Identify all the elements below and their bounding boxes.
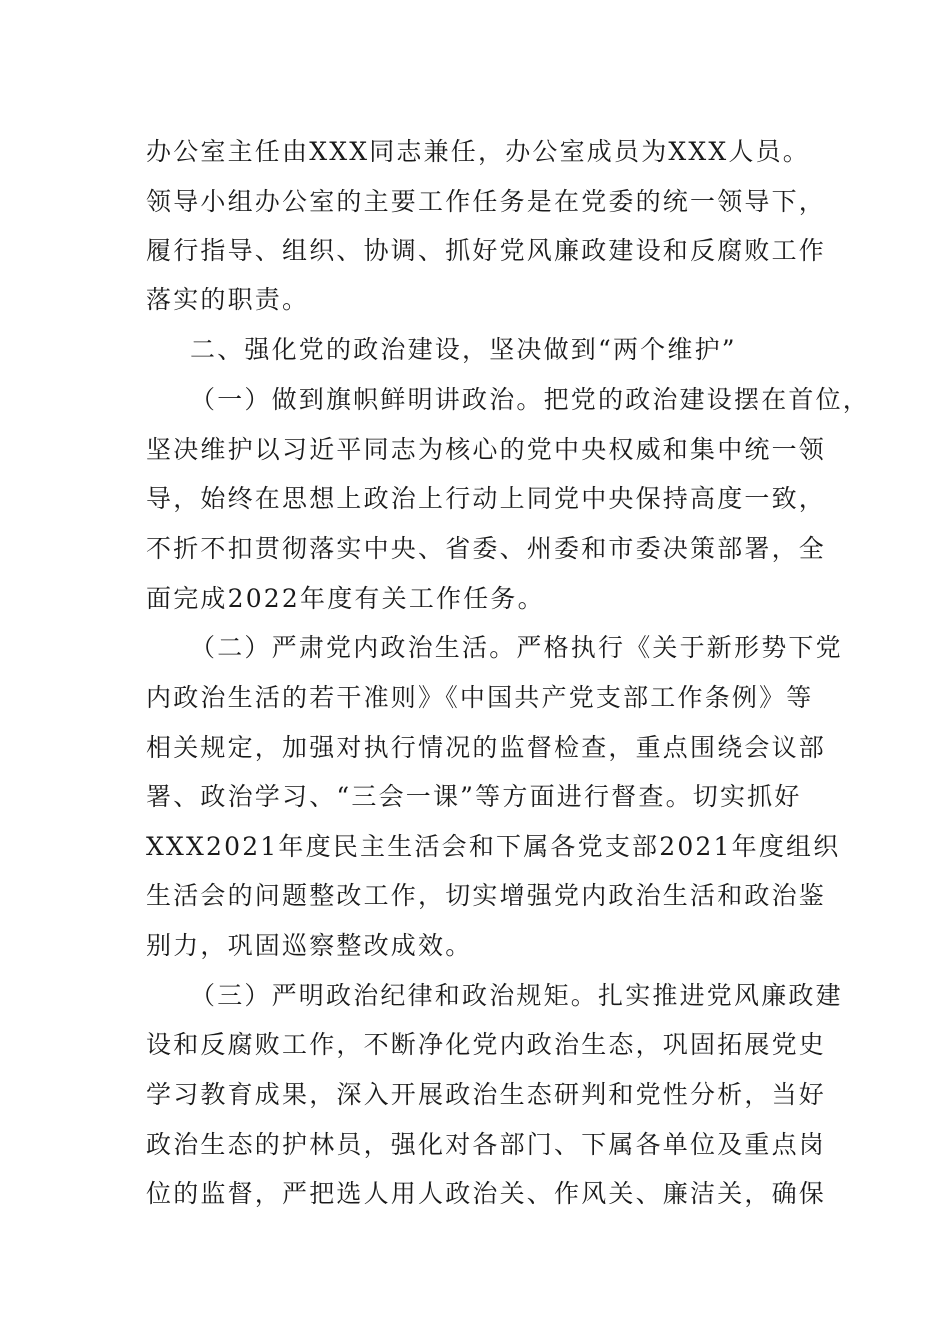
subsection-paragraph-start: （三）严明政治纪律和政治规矩。扎实推进党风廉政建	[190, 981, 843, 1010]
body-text-line: 相关规定，加强对执行情况的监督检查，重点围绕会议部	[146, 733, 827, 762]
body-text-line: 履行指导、组织、协调、抓好党风廉政建设和反腐败工作	[146, 236, 827, 265]
body-text-line: 署、政治学习、“三会一课”等方面进行督查。切实抓好	[146, 782, 802, 811]
body-text-line: 导，始终在思想上政治上行动上同党中央保持高度一致，	[146, 484, 827, 513]
section-heading: 二、强化党的政治建设，坚决做到“两个维护”	[190, 335, 737, 364]
body-text-line: 面完成2022年度有关工作任务。	[146, 584, 545, 613]
body-text-line: 设和反腐败工作，不断净化党内政治生态，巩固拓展党史	[146, 1030, 827, 1059]
body-text-line: 别力，巩固巡察整改成效。	[146, 931, 473, 960]
body-text-line: 落实的职责。	[146, 285, 310, 314]
body-text-line: 内政治生活的若干准则》《中国共产党支部工作条例》等	[146, 683, 814, 712]
subsection-paragraph-start: （一）做到旗帜鲜明讲政治。把党的政治建设摆在首位，	[190, 385, 871, 414]
body-text-line: 办公室主任由XXX同志兼任，办公室成员为XXX人员。	[146, 137, 810, 166]
body-text-line: 位的监督，严把选人用人政治关、作风关、廉洁关，确保	[146, 1179, 827, 1208]
body-text-line: 坚决维护以习近平同志为核心的党中央权威和集中统一领	[146, 435, 827, 464]
body-text-line: 政治生态的护林员，强化对各部门、下属各单位及重点岗	[146, 1130, 827, 1159]
body-text-line: 领导小组办公室的主要工作任务是在党委的统一领导下，	[146, 187, 827, 216]
subsection-paragraph-start: （二）严肃党内政治生活。严格执行《关于新形势下党	[190, 633, 843, 662]
body-text-line: 学习教育成果，深入开展政治生态研判和党性分析，当好	[146, 1080, 827, 1109]
body-text-line: 不折不扣贯彻落实中央、省委、州委和市委决策部署，全	[146, 534, 827, 563]
body-text-line: 生活会的问题整改工作，切实增强党内政治生活和政治鉴	[146, 881, 827, 910]
body-text-line: XXX2021年度民主生活会和下属各党支部2021年度组织	[146, 832, 841, 861]
